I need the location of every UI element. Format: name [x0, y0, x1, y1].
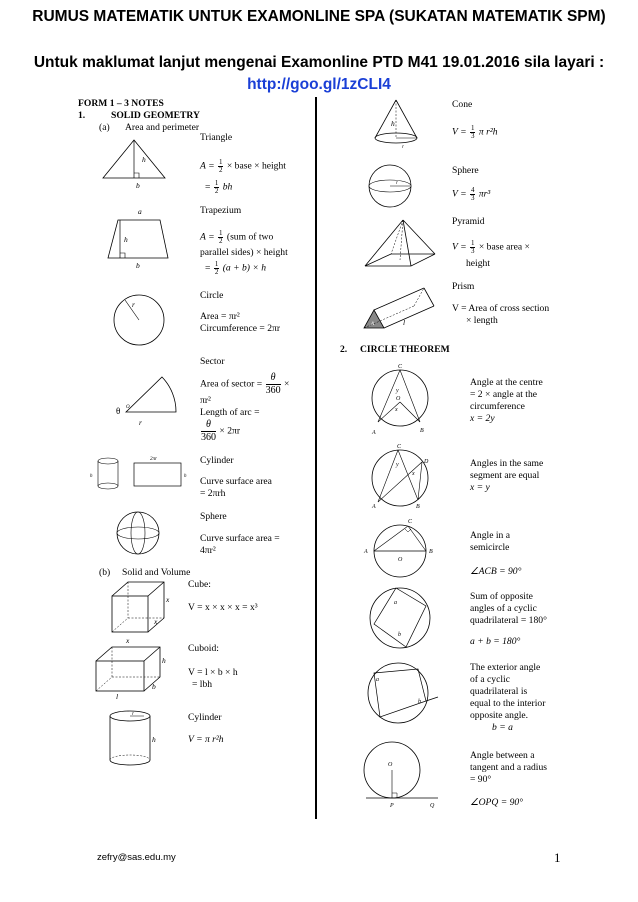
sub-b-label: (b): [99, 567, 111, 578]
circle-figure: [112, 293, 172, 353]
svg-text:A: A: [371, 322, 375, 327]
cylinder-v-name: Cylinder: [188, 712, 222, 723]
svg-text:A: A: [372, 430, 376, 436]
triangle-figure: [100, 138, 180, 196]
cylinder-figure: [104, 710, 164, 770]
theorem-4-l4: a + b = 180°: [470, 636, 521, 647]
sphere-figure: [116, 511, 166, 561]
column-divider: [315, 97, 317, 819]
circle-name: Circle: [200, 290, 224, 301]
svg-text:B: B: [416, 504, 420, 510]
svg-text:x: x: [154, 617, 158, 626]
page-title: RUMUS MATEMATIK UNTUK EXAMONLINE SPA (SUKATAN MATEMATIK SPM): [32, 8, 606, 25]
svg-text:b: b: [398, 632, 401, 638]
svg-text:O: O: [398, 557, 403, 563]
info-line: Untuk maklumat lanjut mengenai Examonline PTD M41 19.01.2016 sila layari :: [33, 54, 605, 71]
theorem-6-l3: = 90°: [470, 774, 492, 785]
theorem-exterior-figure: [362, 657, 442, 729]
svg-text:2πr: 2πr: [150, 457, 157, 462]
theorem-semicircle-figure: [362, 515, 442, 577]
triangle-name: Triangle: [200, 132, 233, 143]
svg-text:C: C: [397, 444, 402, 450]
circle-circumference: Circumference = 2πr: [200, 323, 281, 334]
sphere-sa-1: Curve surface area =: [200, 533, 280, 544]
theorem-6-l1: Angle between a: [470, 750, 535, 761]
svg-text:θ: θ: [116, 406, 121, 416]
theorem-6-l2: tangent and a radius: [470, 762, 547, 773]
svg-text:x: x: [126, 636, 130, 645]
trapezium-formula-2: parallel sides) × height: [200, 247, 288, 258]
footer-email[interactable]: zefry@sas.edu.my: [97, 852, 176, 863]
sphere-v-name: Sphere: [452, 165, 479, 176]
svg-text:y: y: [396, 388, 399, 394]
sector-area: Area of sector = $\frac{\theta}{360}$ ×: [200, 372, 290, 396]
theorem-4-l2: angles of a cyclic: [470, 603, 537, 614]
svg-text:h: h: [184, 474, 187, 479]
cube-name: Cube:: [188, 579, 211, 590]
svg-text:P: P: [390, 803, 394, 809]
svg-text:h: h: [124, 235, 128, 244]
pyramid-formula-1: V = $\frac{1}{3}$ × base area ×: [452, 239, 530, 255]
svg-text:C: C: [408, 519, 413, 525]
theorem-5-l3: quadrilateral is: [470, 686, 528, 697]
svg-text:x: x: [166, 595, 170, 604]
info-link[interactable]: http://goo.gl/1zCLI4: [247, 76, 391, 93]
svg-text:r: r: [132, 712, 134, 717]
theorem-3-l3: ∠ACB = 90°: [470, 566, 522, 577]
section-1-num: 1.: [78, 110, 86, 121]
svg-text:y: y: [396, 462, 399, 468]
svg-text:O: O: [126, 405, 130, 410]
trapezium-formula-3: = $\frac{1}{2}$ (a + b) × h: [205, 260, 267, 276]
cylinder-net-figure: [88, 456, 188, 492]
svg-text:x: x: [395, 407, 398, 413]
sub-a-title: Area and perimeter: [125, 122, 200, 133]
cylinder-v-formula: V = π r²h: [188, 734, 224, 745]
svg-text:A: A: [372, 504, 376, 510]
sector-arc: Length of arc =: [200, 407, 260, 418]
theorem-5-l4: equal to the interior: [470, 698, 546, 709]
theorem-2-l1: Angles in the same: [470, 458, 544, 469]
svg-text:r: r: [139, 418, 142, 427]
sector-arc-formula: $\frac{\theta}{360}$ × 2πr: [201, 419, 241, 443]
theorem-5-l1: The exterior angle: [470, 662, 541, 673]
theorem-segment-figure: [366, 442, 436, 512]
cylinder-sa-2: = 2πrh: [200, 488, 226, 499]
svg-text:B: B: [420, 428, 424, 434]
theorem-6-l4: ∠OPQ = 90°: [470, 797, 524, 808]
svg-text:b: b: [418, 699, 421, 705]
theorem-1-l1: Angle at the centre: [470, 377, 543, 388]
sub-b-title: Solid and Volume: [122, 567, 191, 578]
trapezium-formula-1: A = $\frac{1}{2}$ (sum of two: [200, 229, 274, 245]
svg-text:O: O: [388, 762, 393, 768]
circle-area: Area = πr²: [200, 311, 240, 322]
prism-name: Prism: [452, 281, 475, 292]
theorem-cyclic-figure: [366, 584, 436, 654]
theorem-2-l3: x = y: [470, 482, 490, 493]
cone-name: Cone: [452, 99, 473, 110]
section-1-title: SOLID GEOMETRY: [111, 110, 200, 121]
pyramid-figure: [363, 218, 453, 270]
svg-text:A: A: [364, 549, 368, 555]
theorem-5-l2: of a cyclic: [470, 674, 510, 685]
pyramid-formula-2: height: [466, 258, 490, 269]
svg-text:a: a: [376, 677, 379, 683]
sector-figure: [112, 364, 192, 429]
triangle-formula-1: A = $\frac{1}{2}$ × base × height: [200, 158, 286, 174]
sub-a-label: (a): [99, 122, 110, 133]
svg-text:a: a: [138, 207, 142, 216]
prism-formula-1: V = Area of cross section: [452, 303, 550, 314]
theorem-2-l2: segment are equal: [470, 470, 540, 481]
prism-figure: [362, 284, 452, 332]
svg-text:b: b: [136, 181, 140, 190]
sphere-sa-2: 4πr²: [200, 545, 216, 556]
section-2-num: 2.: [340, 344, 348, 355]
svg-text:l: l: [116, 692, 119, 701]
svg-text:r: r: [132, 300, 135, 309]
theorem-1-l2: = 2 × angle at the: [470, 389, 538, 400]
page-number: 1: [554, 850, 561, 865]
sphere-sa-name: Sphere: [200, 511, 227, 522]
sector-name: Sector: [200, 356, 225, 367]
svg-text:b: b: [152, 682, 156, 691]
svg-text:h: h: [90, 474, 93, 479]
theorem-tangent-figure: [358, 738, 448, 810]
svg-text:C: C: [398, 364, 403, 370]
svg-text:x: x: [412, 471, 415, 477]
svg-text:O: O: [396, 396, 401, 402]
cylinder-sa-name: Cylinder: [200, 455, 234, 466]
section-2-title: CIRCLE THEOREM: [360, 344, 450, 355]
prism-formula-2: × length: [466, 315, 498, 326]
svg-text:r: r: [402, 145, 404, 150]
theorem-3-l1: Angle in a: [470, 530, 510, 541]
cuboid-name: Cuboid:: [188, 643, 219, 654]
svg-text:h: h: [162, 656, 166, 665]
svg-text:b: b: [136, 261, 140, 270]
sector-pir2: πr²: [200, 395, 211, 406]
svg-text:r: r: [396, 181, 398, 186]
cube-formula: V = x × x × x = x³: [188, 602, 258, 613]
sphere-volume-figure: [368, 164, 418, 214]
cylinder-sa-1: Curve surface area: [200, 476, 272, 487]
theorem-1-l3: circumference: [470, 401, 525, 412]
svg-text:h: h: [391, 119, 395, 128]
theorem-centre-figure: [366, 362, 436, 438]
theorem-1-l4: x = 2y: [470, 413, 495, 424]
triangle-formula-2: = $\frac{1}{2}$ bh: [205, 179, 233, 195]
svg-text:B: B: [429, 549, 433, 555]
svg-text:h: h: [142, 155, 146, 164]
theorem-5-l6: b = a: [492, 722, 513, 733]
theorem-5-l5: opposite angle.: [470, 710, 529, 721]
trapezium-figure: [100, 208, 180, 270]
svg-text:h: h: [152, 735, 156, 744]
sphere-v-formula: V = $\frac{4}{3}$ πr³: [452, 186, 491, 202]
notes-heading: FORM 1 – 3 NOTES: [78, 98, 164, 109]
cone-formula: V = $\frac{1}{3}$ π r²h: [452, 124, 498, 140]
cone-figure: [372, 98, 422, 150]
theorem-4-l1: Sum of opposite: [470, 591, 533, 602]
svg-text:D: D: [424, 459, 429, 465]
svg-text:l: l: [403, 318, 406, 327]
svg-text:a: a: [394, 600, 397, 606]
pyramid-name: Pyramid: [452, 216, 485, 227]
cuboid-figure: [92, 643, 172, 701]
cuboid-formula-1: V = l × b × h: [188, 667, 238, 678]
cuboid-formula-2: = lbh: [192, 679, 213, 690]
theorem-3-l2: semicircle: [470, 542, 510, 553]
cube-figure: [108, 580, 178, 645]
theorem-4-l3: quadrilateral = 180°: [470, 615, 547, 626]
trapezium-name: Trapezium: [200, 205, 242, 216]
svg-text:Q: Q: [430, 803, 435, 809]
